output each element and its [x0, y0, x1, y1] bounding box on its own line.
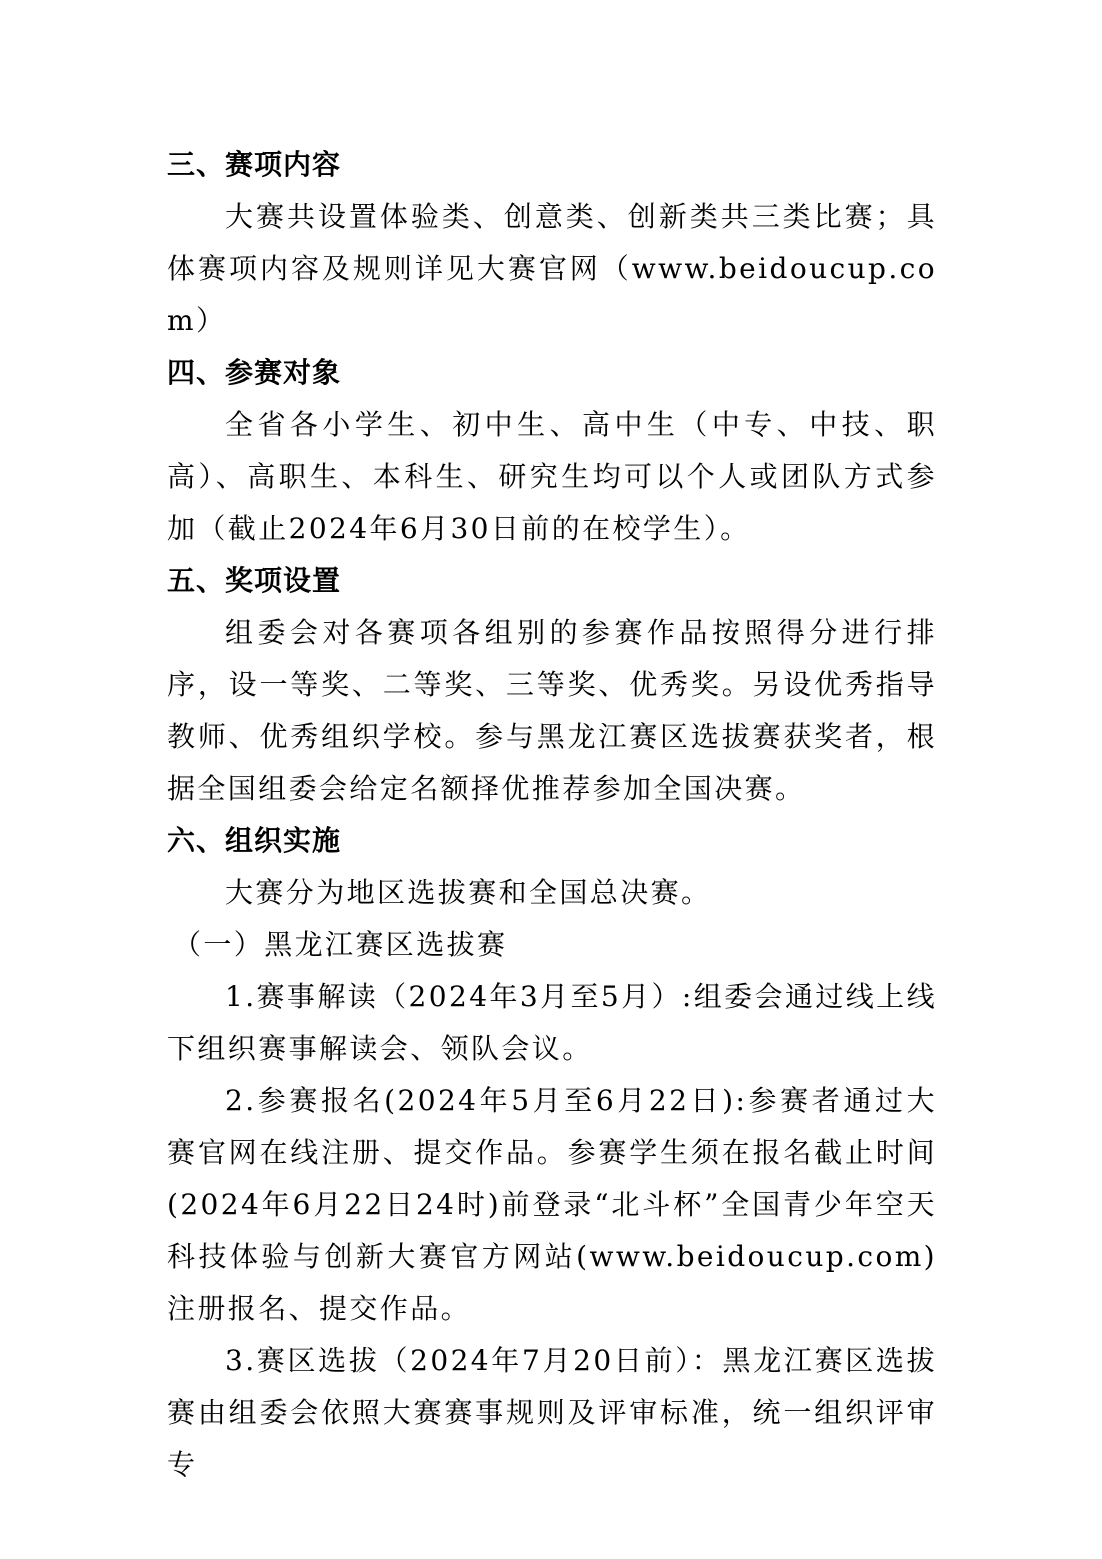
- list-item-selection: 3.赛区选拔（2024年7月20日前）：黑龙江赛区选拔赛由组委会依照大赛赛事规则及评审标准，统一组织评审专: [167, 1344, 937, 1481]
- section-paragraph-contents: 大赛共设置体验类、创意类、创新类共三类比赛；具体赛项内容及规则详见大赛官网（www.beidoucup.com）: [167, 200, 937, 337]
- section-intro-organization: 大赛分为地区选拔赛和全国总决赛。: [225, 876, 712, 909]
- section-heading-contents: 三、赛项内容: [167, 148, 342, 181]
- section-heading-organization: 六、组织实施: [167, 824, 342, 857]
- section-paragraph-awards: 组委会对各赛项各组别的参赛作品按照得分进行排序，设一等奖、二等奖、三等奖、优秀奖。另设优秀指导教师、优秀组织学校。参与黑龙江赛区选拔赛获奖者，根据全国组委会给定名额择优推荐参加全国决赛。: [167, 616, 937, 805]
- section-heading-participants: 四、参赛对象: [167, 356, 342, 389]
- section-paragraph-participants: 全省各小学生、初中生、高中生（中专、中技、职高）、高职生、本科生、研究生均可以个人或团队方式参加（截止2024年6月30日前的在校学生）。: [167, 408, 937, 545]
- section-heading-awards: 五、奖项设置: [167, 564, 342, 597]
- list-item-briefing: 1.赛事解读（2024年3月至5月）:组委会通过线上线下组织赛事解读会、领队会议。: [167, 980, 937, 1065]
- subsection-heading-regional: （一）黑龙江赛区选拔赛: [173, 928, 508, 961]
- list-item-registration: 2.参赛报名(2024年5月至6月22日):参赛者通过大赛官网在线注册、提交作品。参赛学生须在报名截止时间(2024年6月22日24时)前登录“北斗杯”全国青少年空天科技体验与创新大赛官方网站(www.beidoucup.com)注册报名、提交作品。: [167, 1084, 937, 1325]
- document-body: [167, 139, 937, 1491]
